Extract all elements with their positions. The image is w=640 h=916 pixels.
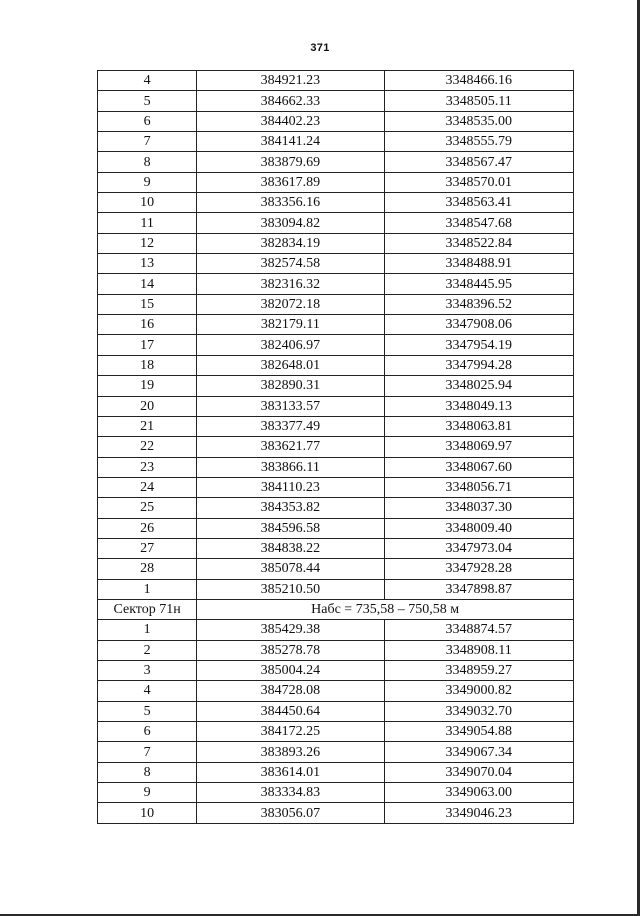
table-row: [98, 579, 574, 599]
table-row: [98, 498, 574, 518]
point-number-cell: 9: [98, 172, 197, 192]
x-coordinate-cell: 383056.07: [197, 803, 384, 823]
x-coordinate-cell: 385278.78: [197, 640, 384, 660]
point-number-cell: 9: [98, 783, 197, 803]
x-coordinate-cell: 383621.77: [197, 437, 384, 457]
point-number-cell: 18: [98, 355, 197, 375]
y-coordinate-cell: 3347954.19: [384, 335, 573, 355]
point-number-cell: 13: [98, 254, 197, 274]
table-row: [98, 783, 574, 803]
x-coordinate-cell: 384728.08: [197, 681, 384, 701]
y-coordinate-cell: 3348874.57: [384, 620, 573, 640]
x-coordinate-cell: 384838.22: [197, 538, 384, 558]
y-coordinate-cell: 3348522.84: [384, 233, 573, 253]
x-coordinate-cell: 382316.32: [197, 274, 384, 294]
table-row: [98, 315, 574, 335]
x-coordinate-cell: 382834.19: [197, 233, 384, 253]
y-coordinate-cell: 3347898.87: [384, 579, 573, 599]
x-coordinate-cell: 384662.33: [197, 91, 384, 111]
x-coordinate-cell: 385210.50: [197, 579, 384, 599]
y-coordinate-cell: 3349070.04: [384, 762, 573, 782]
point-number-cell: 1: [98, 620, 197, 640]
y-coordinate-cell: 3349054.88: [384, 722, 573, 742]
point-number-cell: 25: [98, 498, 197, 518]
y-coordinate-cell: 3347908.06: [384, 315, 573, 335]
point-number-cell: 6: [98, 722, 197, 742]
x-coordinate-cell: 384110.23: [197, 477, 384, 497]
x-coordinate-cell: 384402.23: [197, 111, 384, 131]
y-coordinate-cell: 3347928.28: [384, 559, 573, 579]
table-row: [98, 681, 574, 701]
table-row: [98, 152, 574, 172]
x-coordinate-cell: 383356.16: [197, 193, 384, 213]
point-number-cell: 22: [98, 437, 197, 457]
table-row: [98, 111, 574, 131]
point-number-cell: 10: [98, 803, 197, 823]
y-coordinate-cell: 3349063.00: [384, 783, 573, 803]
table-row: [98, 660, 574, 680]
x-coordinate-cell: 385004.24: [197, 660, 384, 680]
table-row: [98, 233, 574, 253]
y-coordinate-cell: 3348466.16: [384, 71, 573, 91]
table-row: [98, 742, 574, 762]
point-number-cell: 21: [98, 416, 197, 436]
rows-after-sector: [98, 620, 574, 823]
point-number-cell: 23: [98, 457, 197, 477]
y-coordinate-cell: 3348025.94: [384, 376, 573, 396]
point-number-cell: 15: [98, 294, 197, 314]
table-row: [98, 172, 574, 192]
point-number-cell: 7: [98, 742, 197, 762]
y-coordinate-cell: 3348445.95: [384, 274, 573, 294]
x-coordinate-cell: 384596.58: [197, 518, 384, 538]
y-coordinate-cell: 3348067.60: [384, 457, 573, 477]
sector-row: [98, 599, 574, 619]
x-coordinate-cell: 382406.97: [197, 335, 384, 355]
point-number-cell: 3: [98, 660, 197, 680]
y-coordinate-cell: 3349032.70: [384, 701, 573, 721]
point-number-cell: 8: [98, 152, 197, 172]
table-row: [98, 355, 574, 375]
rows-before-sector: [98, 71, 574, 600]
y-coordinate-cell: 3348069.97: [384, 437, 573, 457]
point-number-cell: 12: [98, 233, 197, 253]
x-coordinate-cell: 384353.82: [197, 498, 384, 518]
table-row: [98, 71, 574, 91]
table-row: [98, 762, 574, 782]
sector-header: [98, 599, 574, 619]
x-coordinate-cell: 383133.57: [197, 396, 384, 416]
table-row: [98, 640, 574, 660]
table-row: [98, 376, 574, 396]
x-coordinate-cell: 384172.25: [197, 722, 384, 742]
sector-elevation: Набс = 735,58 – 750,58 м: [197, 599, 574, 619]
table-row: [98, 416, 574, 436]
table-row: [98, 91, 574, 111]
point-number-cell: 2: [98, 640, 197, 660]
y-coordinate-cell: 3347973.04: [384, 538, 573, 558]
point-number-cell: 20: [98, 396, 197, 416]
x-coordinate-cell: 384141.24: [197, 132, 384, 152]
table-row: [98, 132, 574, 152]
y-coordinate-cell: 3348547.68: [384, 213, 573, 233]
y-coordinate-cell: 3348049.13: [384, 396, 573, 416]
x-coordinate-cell: 383879.69: [197, 152, 384, 172]
x-coordinate-cell: 382072.18: [197, 294, 384, 314]
table-row: [98, 335, 574, 355]
point-number-cell: 4: [98, 71, 197, 91]
x-coordinate-cell: 384450.64: [197, 701, 384, 721]
x-coordinate-cell: 383893.26: [197, 742, 384, 762]
table-row: [98, 396, 574, 416]
point-number-cell: 8: [98, 762, 197, 782]
point-number-cell: 17: [98, 335, 197, 355]
table-row: [98, 437, 574, 457]
y-coordinate-cell: 3348488.91: [384, 254, 573, 274]
y-coordinate-cell: 3348396.52: [384, 294, 573, 314]
y-coordinate-cell: 3348037.30: [384, 498, 573, 518]
x-coordinate-cell: 385429.38: [197, 620, 384, 640]
point-number-cell: 1: [98, 579, 197, 599]
x-coordinate-cell: 383094.82: [197, 213, 384, 233]
point-number-cell: 24: [98, 477, 197, 497]
x-coordinate-cell: 383334.83: [197, 783, 384, 803]
y-coordinate-cell: 3348056.71: [384, 477, 573, 497]
table-row: [98, 559, 574, 579]
table-row: [98, 213, 574, 233]
point-number-cell: 14: [98, 274, 197, 294]
point-number-cell: 11: [98, 213, 197, 233]
y-coordinate-cell: 3348505.11: [384, 91, 573, 111]
table-row: [98, 457, 574, 477]
x-coordinate-cell: 383866.11: [197, 457, 384, 477]
x-coordinate-cell: 382648.01: [197, 355, 384, 375]
point-number-cell: 6: [98, 111, 197, 131]
x-coordinate-cell: 385078.44: [197, 559, 384, 579]
y-coordinate-cell: 3348908.11: [384, 640, 573, 660]
point-number-cell: 19: [98, 376, 197, 396]
x-coordinate-cell: 382890.31: [197, 376, 384, 396]
y-coordinate-cell: 3348535.00: [384, 111, 573, 131]
x-coordinate-cell: 382574.58: [197, 254, 384, 274]
point-number-cell: 16: [98, 315, 197, 335]
point-number-cell: 4: [98, 681, 197, 701]
table-row: [98, 193, 574, 213]
sector-label: Сектор 71н: [98, 599, 197, 619]
y-coordinate-cell: 3349000.82: [384, 681, 573, 701]
x-coordinate-cell: 384921.23: [197, 71, 384, 91]
coordinates-table: [97, 70, 574, 824]
y-coordinate-cell: 3349046.23: [384, 803, 573, 823]
point-number-cell: 10: [98, 193, 197, 213]
table-row: [98, 518, 574, 538]
y-coordinate-cell: 3348563.41: [384, 193, 573, 213]
table-row: [98, 477, 574, 497]
point-number-cell: 26: [98, 518, 197, 538]
y-coordinate-cell: 3347994.28: [384, 355, 573, 375]
table-row: [98, 294, 574, 314]
x-coordinate-cell: 382179.11: [197, 315, 384, 335]
point-number-cell: 5: [98, 91, 197, 111]
page-number: 371: [310, 42, 330, 54]
y-coordinate-cell: 3348555.79: [384, 132, 573, 152]
table-row: [98, 803, 574, 823]
table-row: [98, 254, 574, 274]
point-number-cell: 5: [98, 701, 197, 721]
y-coordinate-cell: 3348063.81: [384, 416, 573, 436]
table-row: [98, 538, 574, 558]
y-coordinate-cell: 3348009.40: [384, 518, 573, 538]
point-number-cell: 7: [98, 132, 197, 152]
x-coordinate-cell: 383377.49: [197, 416, 384, 436]
table-row: [98, 701, 574, 721]
y-coordinate-cell: 3348959.27: [384, 660, 573, 680]
point-number-cell: 28: [98, 559, 197, 579]
table-row: [98, 722, 574, 742]
y-coordinate-cell: 3348570.01: [384, 172, 573, 192]
x-coordinate-cell: 383617.89: [197, 172, 384, 192]
y-coordinate-cell: 3349067.34: [384, 742, 573, 762]
y-coordinate-cell: 3348567.47: [384, 152, 573, 172]
x-coordinate-cell: 383614.01: [197, 762, 384, 782]
point-number-cell: 27: [98, 538, 197, 558]
table-row: [98, 274, 574, 294]
table-row: [98, 620, 574, 640]
